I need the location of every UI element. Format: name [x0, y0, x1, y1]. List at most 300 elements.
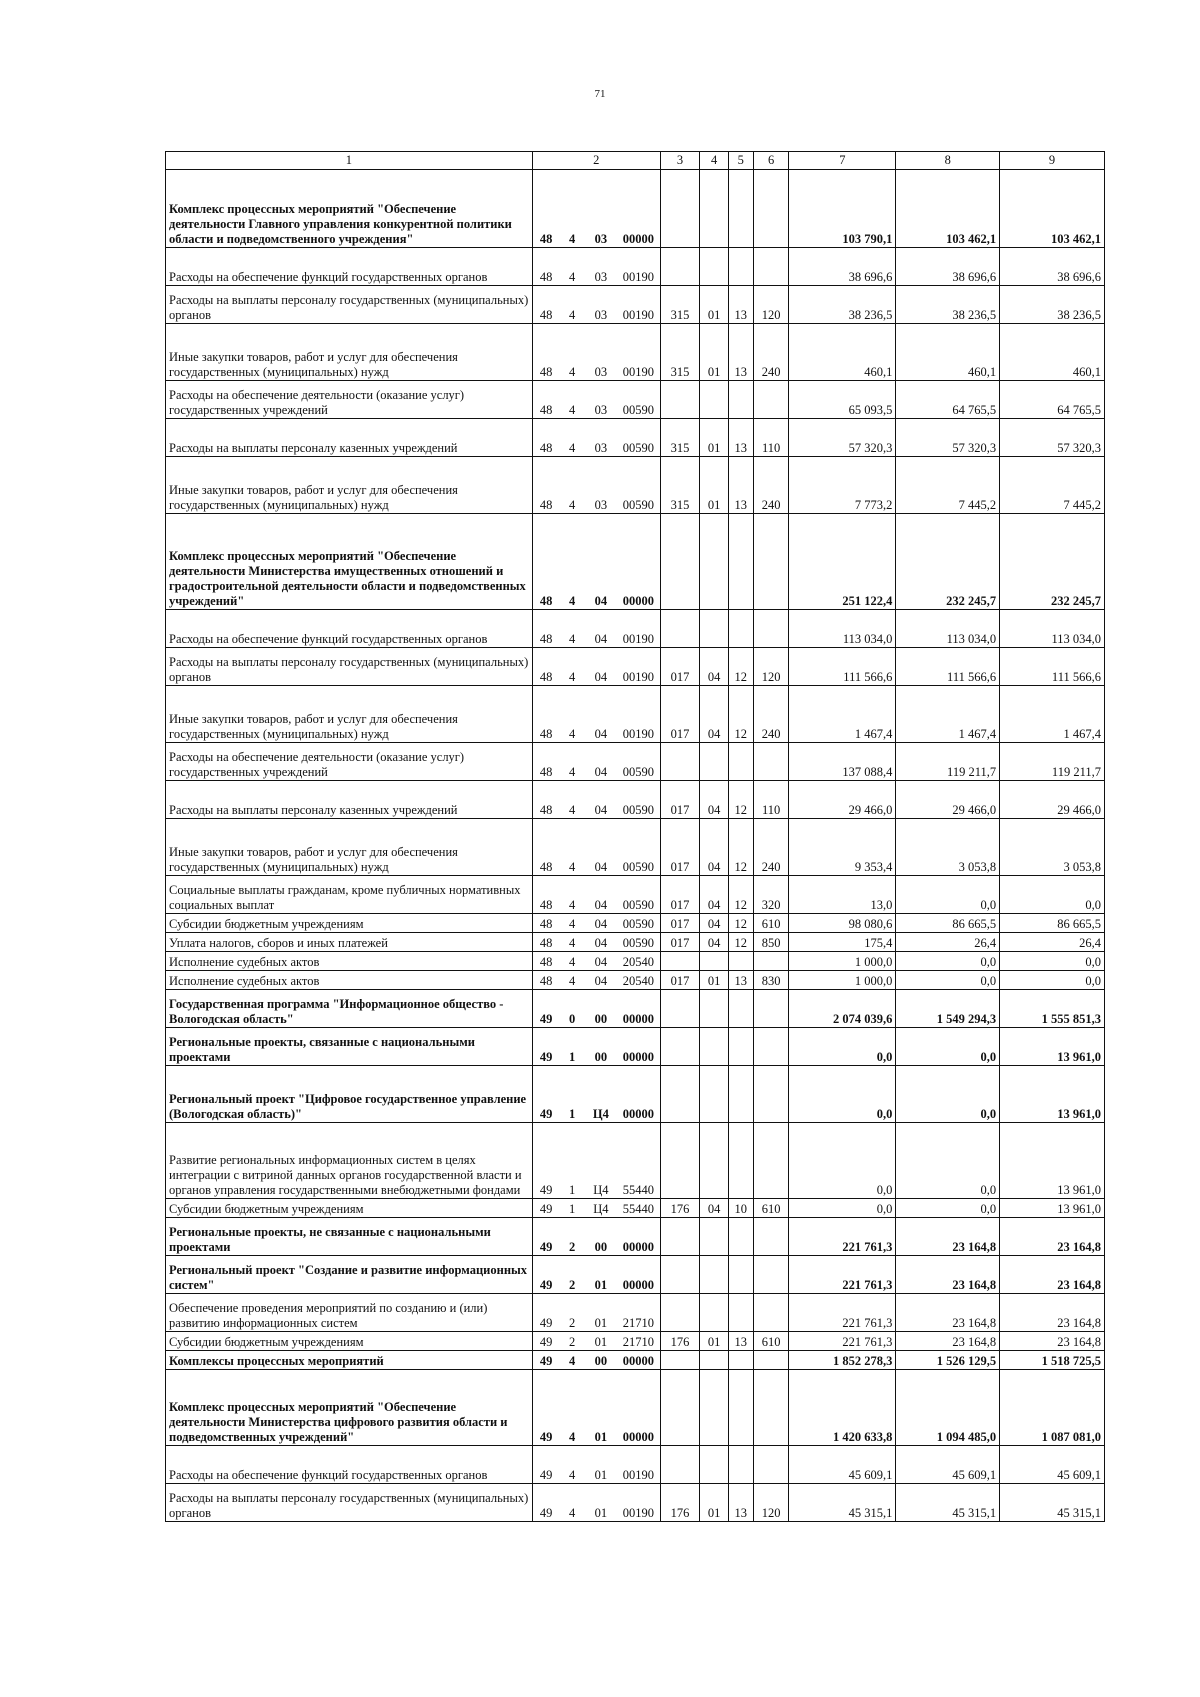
row-name: Расходы на выплаты персоналу государственных (муниципальных) органов [166, 1484, 533, 1522]
code-direction: 03 [585, 286, 617, 324]
code-direction: Ц4 [585, 1199, 617, 1218]
col3-ministry: 017 [660, 933, 700, 952]
table-row [166, 1370, 1105, 1446]
code-subprogram: 4 [560, 324, 585, 381]
col3-ministry [660, 1256, 700, 1294]
amount-col8: 0,0 [896, 1123, 1000, 1199]
code-direction: 00 [585, 1028, 617, 1066]
col6-expense-type [753, 1294, 789, 1332]
code-direction: 01 [585, 1446, 617, 1484]
amount-col8: 23 164,8 [896, 1218, 1000, 1256]
amount-col9: 460,1 [1000, 324, 1105, 381]
code-direction: 04 [585, 781, 617, 819]
amount-col9: 1 467,4 [1000, 686, 1105, 743]
col4-section: 01 [700, 457, 728, 514]
row-name: Расходы на выплаты персоналу государственных (муниципальных) органов [166, 648, 533, 686]
code-expense: 00190 [617, 324, 660, 381]
table-row [166, 419, 1105, 457]
table-row [166, 1294, 1105, 1332]
code-direction: Ц4 [585, 1123, 617, 1199]
col4-section: 04 [700, 819, 728, 876]
col4-section [700, 1370, 728, 1446]
code-program: 48 [532, 381, 559, 419]
code-subprogram: 4 [560, 1484, 585, 1522]
amount-col8: 86 665,5 [896, 914, 1000, 933]
col4-section [700, 1028, 728, 1066]
row-name: Социальные выплаты гражданам, кроме публичных нормативных социальных выплат [166, 876, 533, 914]
table-row [166, 457, 1105, 514]
code-direction: 01 [585, 1484, 617, 1522]
row-name: Комплекс процессных мероприятий "Обеспечение деятельности Министерства имущественных отношений и градостроительной деятельности области и подведомственных учреждений" [166, 514, 533, 610]
col6-expense-type: 110 [753, 419, 789, 457]
amount-col9: 13 961,0 [1000, 1066, 1105, 1123]
col3-ministry [660, 1294, 700, 1332]
row-name: Комплексы процессных мероприятий [166, 1351, 533, 1370]
row-name: Региональный проект "Цифровое государственное управление (Вологодская область)" [166, 1066, 533, 1123]
col3-ministry: 017 [660, 914, 700, 933]
table-row [166, 933, 1105, 952]
amount-col7: 221 761,3 [789, 1332, 896, 1351]
row-name: Иные закупки товаров, работ и услуг для обеспечения государственных (муниципальных) нужд [166, 457, 533, 514]
amount-col7: 1 852 278,3 [789, 1351, 896, 1370]
amount-col7: 13,0 [789, 876, 896, 914]
col5-subsection [728, 990, 753, 1028]
col5-subsection: 13 [728, 286, 753, 324]
amount-col9: 23 164,8 [1000, 1332, 1105, 1351]
col4-section [700, 1351, 728, 1370]
amount-col7: 65 093,5 [789, 381, 896, 419]
code-program: 48 [532, 648, 559, 686]
amount-col9: 0,0 [1000, 971, 1105, 990]
amount-col8: 111 566,6 [896, 648, 1000, 686]
code-program: 48 [532, 170, 559, 248]
col6-expense-type: 610 [753, 1199, 789, 1218]
table-row [166, 1066, 1105, 1123]
col5-subsection: 13 [728, 971, 753, 990]
amount-col9: 45 609,1 [1000, 1446, 1105, 1484]
col4-section [700, 1256, 728, 1294]
col6-expense-type [753, 248, 789, 286]
amount-col7: 103 790,1 [789, 170, 896, 248]
code-program: 48 [532, 286, 559, 324]
code-program: 49 [532, 1256, 559, 1294]
code-subprogram: 4 [560, 381, 585, 419]
amount-col7: 221 761,3 [789, 1294, 896, 1332]
code-expense: 00000 [617, 1218, 660, 1256]
col6-expense-type: 320 [753, 876, 789, 914]
amount-col8: 1 467,4 [896, 686, 1000, 743]
code-expense: 00190 [617, 248, 660, 286]
code-direction: 01 [585, 1370, 617, 1446]
code-subprogram: 4 [560, 648, 585, 686]
code-expense: 00590 [617, 381, 660, 419]
col3-ministry: 017 [660, 819, 700, 876]
col5-subsection [728, 514, 753, 610]
amount-col7: 0,0 [789, 1028, 896, 1066]
code-subprogram: 4 [560, 419, 585, 457]
table-row [166, 1351, 1105, 1370]
row-name: Региональные проекты, не связанные с национальными проектами [166, 1218, 533, 1256]
col5-subsection: 13 [728, 457, 753, 514]
amount-col8: 64 765,5 [896, 381, 1000, 419]
col4-section: 01 [700, 324, 728, 381]
col3-ministry: 315 [660, 457, 700, 514]
col3-ministry [660, 610, 700, 648]
code-subprogram: 4 [560, 914, 585, 933]
code-subprogram: 4 [560, 743, 585, 781]
code-direction: 04 [585, 952, 617, 971]
table-row [166, 971, 1105, 990]
code-program: 48 [532, 819, 559, 876]
code-subprogram: 4 [560, 819, 585, 876]
code-program: 49 [532, 1028, 559, 1066]
page-number: 71 [594, 88, 606, 100]
amount-col8: 0,0 [896, 1066, 1000, 1123]
col6-expense-type [753, 1256, 789, 1294]
table-row [166, 914, 1105, 933]
code-subprogram: 4 [560, 781, 585, 819]
col6-expense-type [753, 952, 789, 971]
code-direction: 04 [585, 933, 617, 952]
col6-expense-type [753, 610, 789, 648]
table-row [166, 1218, 1105, 1256]
code-program: 48 [532, 324, 559, 381]
col6-expense-type: 850 [753, 933, 789, 952]
col3-ministry: 017 [660, 781, 700, 819]
amount-col8: 29 466,0 [896, 781, 1000, 819]
code-expense: 00590 [617, 819, 660, 876]
amount-col9: 232 245,7 [1000, 514, 1105, 610]
table-row [166, 514, 1105, 610]
col3-ministry [660, 952, 700, 971]
code-expense: 00000 [617, 1351, 660, 1370]
code-subprogram: 4 [560, 457, 585, 514]
col6-expense-type: 830 [753, 971, 789, 990]
col3-ministry [660, 743, 700, 781]
code-program: 48 [532, 933, 559, 952]
row-name: Комплекс процессных мероприятий "Обеспечение деятельности Главного управления конкурентной политики области и подведомственного учреждения" [166, 170, 533, 248]
code-direction: 00 [585, 1218, 617, 1256]
col6-expense-type [753, 514, 789, 610]
amount-col7: 98 080,6 [789, 914, 896, 933]
col3-ministry [660, 1370, 700, 1446]
col4-section: 04 [700, 914, 728, 933]
col4-section: 04 [700, 781, 728, 819]
amount-col7: 251 122,4 [789, 514, 896, 610]
col3-ministry: 315 [660, 286, 700, 324]
amount-col9: 23 164,8 [1000, 1218, 1105, 1256]
amount-col8: 1 094 485,0 [896, 1370, 1000, 1446]
row-name: Субсидии бюджетным учреждениям [166, 1332, 533, 1351]
col5-subsection: 12 [728, 819, 753, 876]
col5-subsection [728, 952, 753, 971]
col6-expense-type: 120 [753, 1484, 789, 1522]
col5-subsection: 12 [728, 933, 753, 952]
amount-col7: 1 420 633,8 [789, 1370, 896, 1446]
col6-expense-type [753, 1446, 789, 1484]
col6-expense-type: 240 [753, 819, 789, 876]
amount-col9: 7 445,2 [1000, 457, 1105, 514]
amount-col9: 111 566,6 [1000, 648, 1105, 686]
col3-ministry: 176 [660, 1199, 700, 1218]
col3-ministry: 176 [660, 1484, 700, 1522]
col4-section [700, 952, 728, 971]
amount-col8: 57 320,3 [896, 419, 1000, 457]
table-row [166, 248, 1105, 286]
col5-subsection: 13 [728, 324, 753, 381]
code-expense: 00590 [617, 457, 660, 514]
col5-subsection [728, 248, 753, 286]
code-expense: 00590 [617, 876, 660, 914]
amount-col8: 1 549 294,3 [896, 990, 1000, 1028]
col3-ministry [660, 1351, 700, 1370]
col4-section: 04 [700, 876, 728, 914]
col6-expense-type [753, 1351, 789, 1370]
col4-section [700, 1123, 728, 1199]
row-name: Региональный проект "Создание и развитие информационных систем" [166, 1256, 533, 1294]
code-expense: 00590 [617, 781, 660, 819]
code-subprogram: 2 [560, 1256, 585, 1294]
col3-ministry [660, 1066, 700, 1123]
col-header-3: 3 [660, 152, 700, 170]
table-row [166, 876, 1105, 914]
code-direction: 03 [585, 170, 617, 248]
row-name: Обеспечение проведения мероприятий по созданию и (или) развитию информационных систем [166, 1294, 533, 1332]
col3-ministry: 017 [660, 971, 700, 990]
code-subprogram: 4 [560, 248, 585, 286]
code-program: 49 [532, 1123, 559, 1199]
code-expense: 00000 [617, 1028, 660, 1066]
col5-subsection: 12 [728, 686, 753, 743]
code-direction: 04 [585, 876, 617, 914]
code-expense: 20540 [617, 952, 660, 971]
code-subprogram: 4 [560, 610, 585, 648]
amount-col8: 0,0 [896, 876, 1000, 914]
amount-col8: 38 696,6 [896, 248, 1000, 286]
col5-subsection: 12 [728, 781, 753, 819]
code-subprogram: 4 [560, 876, 585, 914]
code-expense: 00190 [617, 286, 660, 324]
code-subprogram: 2 [560, 1294, 585, 1332]
col3-ministry: 315 [660, 419, 700, 457]
code-program: 49 [532, 1294, 559, 1332]
col6-expense-type: 110 [753, 781, 789, 819]
code-expense: 00590 [617, 419, 660, 457]
table-row [166, 648, 1105, 686]
col4-section [700, 1218, 728, 1256]
code-expense: 00000 [617, 1370, 660, 1446]
col5-subsection [728, 1446, 753, 1484]
row-name: Расходы на обеспечение функций государственных органов [166, 248, 533, 286]
col6-expense-type: 240 [753, 457, 789, 514]
code-program: 48 [532, 781, 559, 819]
amount-col9: 13 961,0 [1000, 1123, 1105, 1199]
row-name: Развитие региональных информационных систем в целях интеграции с витриной данных органов государственной власти и органов управления государственными внебюджетными фондами [166, 1123, 533, 1199]
col6-expense-type: 240 [753, 324, 789, 381]
col3-ministry: 017 [660, 648, 700, 686]
col-header-7: 7 [789, 152, 896, 170]
amount-col8: 3 053,8 [896, 819, 1000, 876]
table-row [166, 286, 1105, 324]
col4-section [700, 248, 728, 286]
code-expense: 00190 [617, 610, 660, 648]
amount-col8: 0,0 [896, 971, 1000, 990]
amount-col7: 0,0 [789, 1199, 896, 1218]
amount-col7: 38 696,6 [789, 248, 896, 286]
code-direction: 04 [585, 971, 617, 990]
code-program: 48 [532, 457, 559, 514]
amount-col9: 3 053,8 [1000, 819, 1105, 876]
table-row [166, 324, 1105, 381]
code-program: 48 [532, 876, 559, 914]
amount-col7: 460,1 [789, 324, 896, 381]
code-subprogram: 4 [560, 286, 585, 324]
amount-col7: 111 566,6 [789, 648, 896, 686]
code-program: 48 [532, 514, 559, 610]
code-subprogram: 4 [560, 933, 585, 952]
table-row [166, 743, 1105, 781]
col-header-2: 2 [532, 152, 660, 170]
col5-subsection: 12 [728, 648, 753, 686]
amount-col9: 1 555 851,3 [1000, 990, 1105, 1028]
col5-subsection [728, 1256, 753, 1294]
amount-col9: 1 087 081,0 [1000, 1370, 1105, 1446]
code-program: 48 [532, 743, 559, 781]
header-row [166, 152, 1105, 170]
code-subprogram: 2 [560, 1332, 585, 1351]
col-header-4: 4 [700, 152, 728, 170]
amount-col8: 460,1 [896, 324, 1000, 381]
col5-subsection [728, 610, 753, 648]
code-expense: 00190 [617, 648, 660, 686]
amount-col8: 1 526 129,5 [896, 1351, 1000, 1370]
amount-col7: 1 000,0 [789, 971, 896, 990]
code-program: 48 [532, 686, 559, 743]
amount-col9: 29 466,0 [1000, 781, 1105, 819]
row-name: Расходы на обеспечение функций государственных органов [166, 610, 533, 648]
table-row [166, 381, 1105, 419]
col5-subsection [728, 1294, 753, 1332]
code-direction: 04 [585, 743, 617, 781]
amount-col9: 45 315,1 [1000, 1484, 1105, 1522]
amount-col9: 26,4 [1000, 933, 1105, 952]
row-name: Расходы на обеспечение деятельности (оказание услуг) государственных учреждений [166, 381, 533, 419]
col4-section: 04 [700, 648, 728, 686]
amount-col7: 1 000,0 [789, 952, 896, 971]
code-subprogram: 1 [560, 1199, 585, 1218]
col3-ministry [660, 514, 700, 610]
code-expense: 20540 [617, 971, 660, 990]
amount-col7: 175,4 [789, 933, 896, 952]
row-name: Субсидии бюджетным учреждениям [166, 1199, 533, 1218]
amount-col7: 45 609,1 [789, 1446, 896, 1484]
amount-col9: 13 961,0 [1000, 1199, 1105, 1218]
col5-subsection [728, 743, 753, 781]
code-expense: 00190 [617, 1446, 660, 1484]
code-subprogram: 4 [560, 686, 585, 743]
code-direction: 04 [585, 648, 617, 686]
amount-col8: 103 462,1 [896, 170, 1000, 248]
code-subprogram: 1 [560, 1123, 585, 1199]
code-program: 49 [532, 1484, 559, 1522]
code-expense: 00000 [617, 170, 660, 248]
col4-section: 01 [700, 1332, 728, 1351]
row-name: Иные закупки товаров, работ и услуг для обеспечения государственных (муниципальных) нужд [166, 324, 533, 381]
row-name: Субсидии бюджетным учреждениям [166, 914, 533, 933]
col6-expense-type [753, 1370, 789, 1446]
amount-col7: 137 088,4 [789, 743, 896, 781]
col5-subsection [728, 1218, 753, 1256]
col-header-8: 8 [896, 152, 1000, 170]
col3-ministry [660, 1446, 700, 1484]
code-program: 49 [532, 1332, 559, 1351]
amount-col9: 1 518 725,5 [1000, 1351, 1105, 1370]
code-program: 49 [532, 1066, 559, 1123]
code-subprogram: 4 [560, 952, 585, 971]
col3-ministry [660, 248, 700, 286]
row-name: Иные закупки товаров, работ и услуг для обеспечения государственных (муниципальных) нужд [166, 686, 533, 743]
table-row [166, 1446, 1105, 1484]
col6-expense-type: 120 [753, 648, 789, 686]
code-subprogram: 1 [560, 1028, 585, 1066]
amount-col8: 0,0 [896, 952, 1000, 971]
table-row [166, 952, 1105, 971]
amount-col8: 23 164,8 [896, 1294, 1000, 1332]
col4-section [700, 610, 728, 648]
code-program: 49 [532, 1218, 559, 1256]
col4-section [700, 170, 728, 248]
col3-ministry [660, 990, 700, 1028]
amount-col9: 13 961,0 [1000, 1028, 1105, 1066]
col3-ministry: 315 [660, 324, 700, 381]
amount-col8: 119 211,7 [896, 743, 1000, 781]
code-expense: 00590 [617, 743, 660, 781]
col5-subsection [728, 1370, 753, 1446]
col3-ministry [660, 1123, 700, 1199]
row-name: Региональные проекты, связанные с национальными проектами [166, 1028, 533, 1066]
code-expense: 00000 [617, 514, 660, 610]
code-expense: 00000 [617, 1066, 660, 1123]
amount-col8: 26,4 [896, 933, 1000, 952]
code-direction: 03 [585, 324, 617, 381]
amount-col7: 0,0 [789, 1123, 896, 1199]
amount-col9: 86 665,5 [1000, 914, 1105, 933]
code-expense: 00590 [617, 933, 660, 952]
code-program: 48 [532, 914, 559, 933]
amount-col9: 0,0 [1000, 952, 1105, 971]
code-subprogram: 4 [560, 514, 585, 610]
col6-expense-type [753, 743, 789, 781]
amount-col9: 0,0 [1000, 876, 1105, 914]
col5-subsection [728, 1123, 753, 1199]
amount-col7: 0,0 [789, 1066, 896, 1123]
col-header-6: 6 [753, 152, 789, 170]
code-direction: 04 [585, 914, 617, 933]
col4-section [700, 381, 728, 419]
code-expense: 00000 [617, 1256, 660, 1294]
col4-section: 04 [700, 933, 728, 952]
table-row [166, 686, 1105, 743]
amount-col7: 2 074 039,6 [789, 990, 896, 1028]
code-direction: 01 [585, 1294, 617, 1332]
col5-subsection [728, 381, 753, 419]
amount-col9: 119 211,7 [1000, 743, 1105, 781]
row-name: Исполнение судебных актов [166, 952, 533, 971]
code-subprogram: 1 [560, 1066, 585, 1123]
code-expense: 00000 [617, 990, 660, 1028]
row-name: Расходы на выплаты персоналу государственных (муниципальных) органов [166, 286, 533, 324]
code-expense: 00590 [617, 914, 660, 933]
